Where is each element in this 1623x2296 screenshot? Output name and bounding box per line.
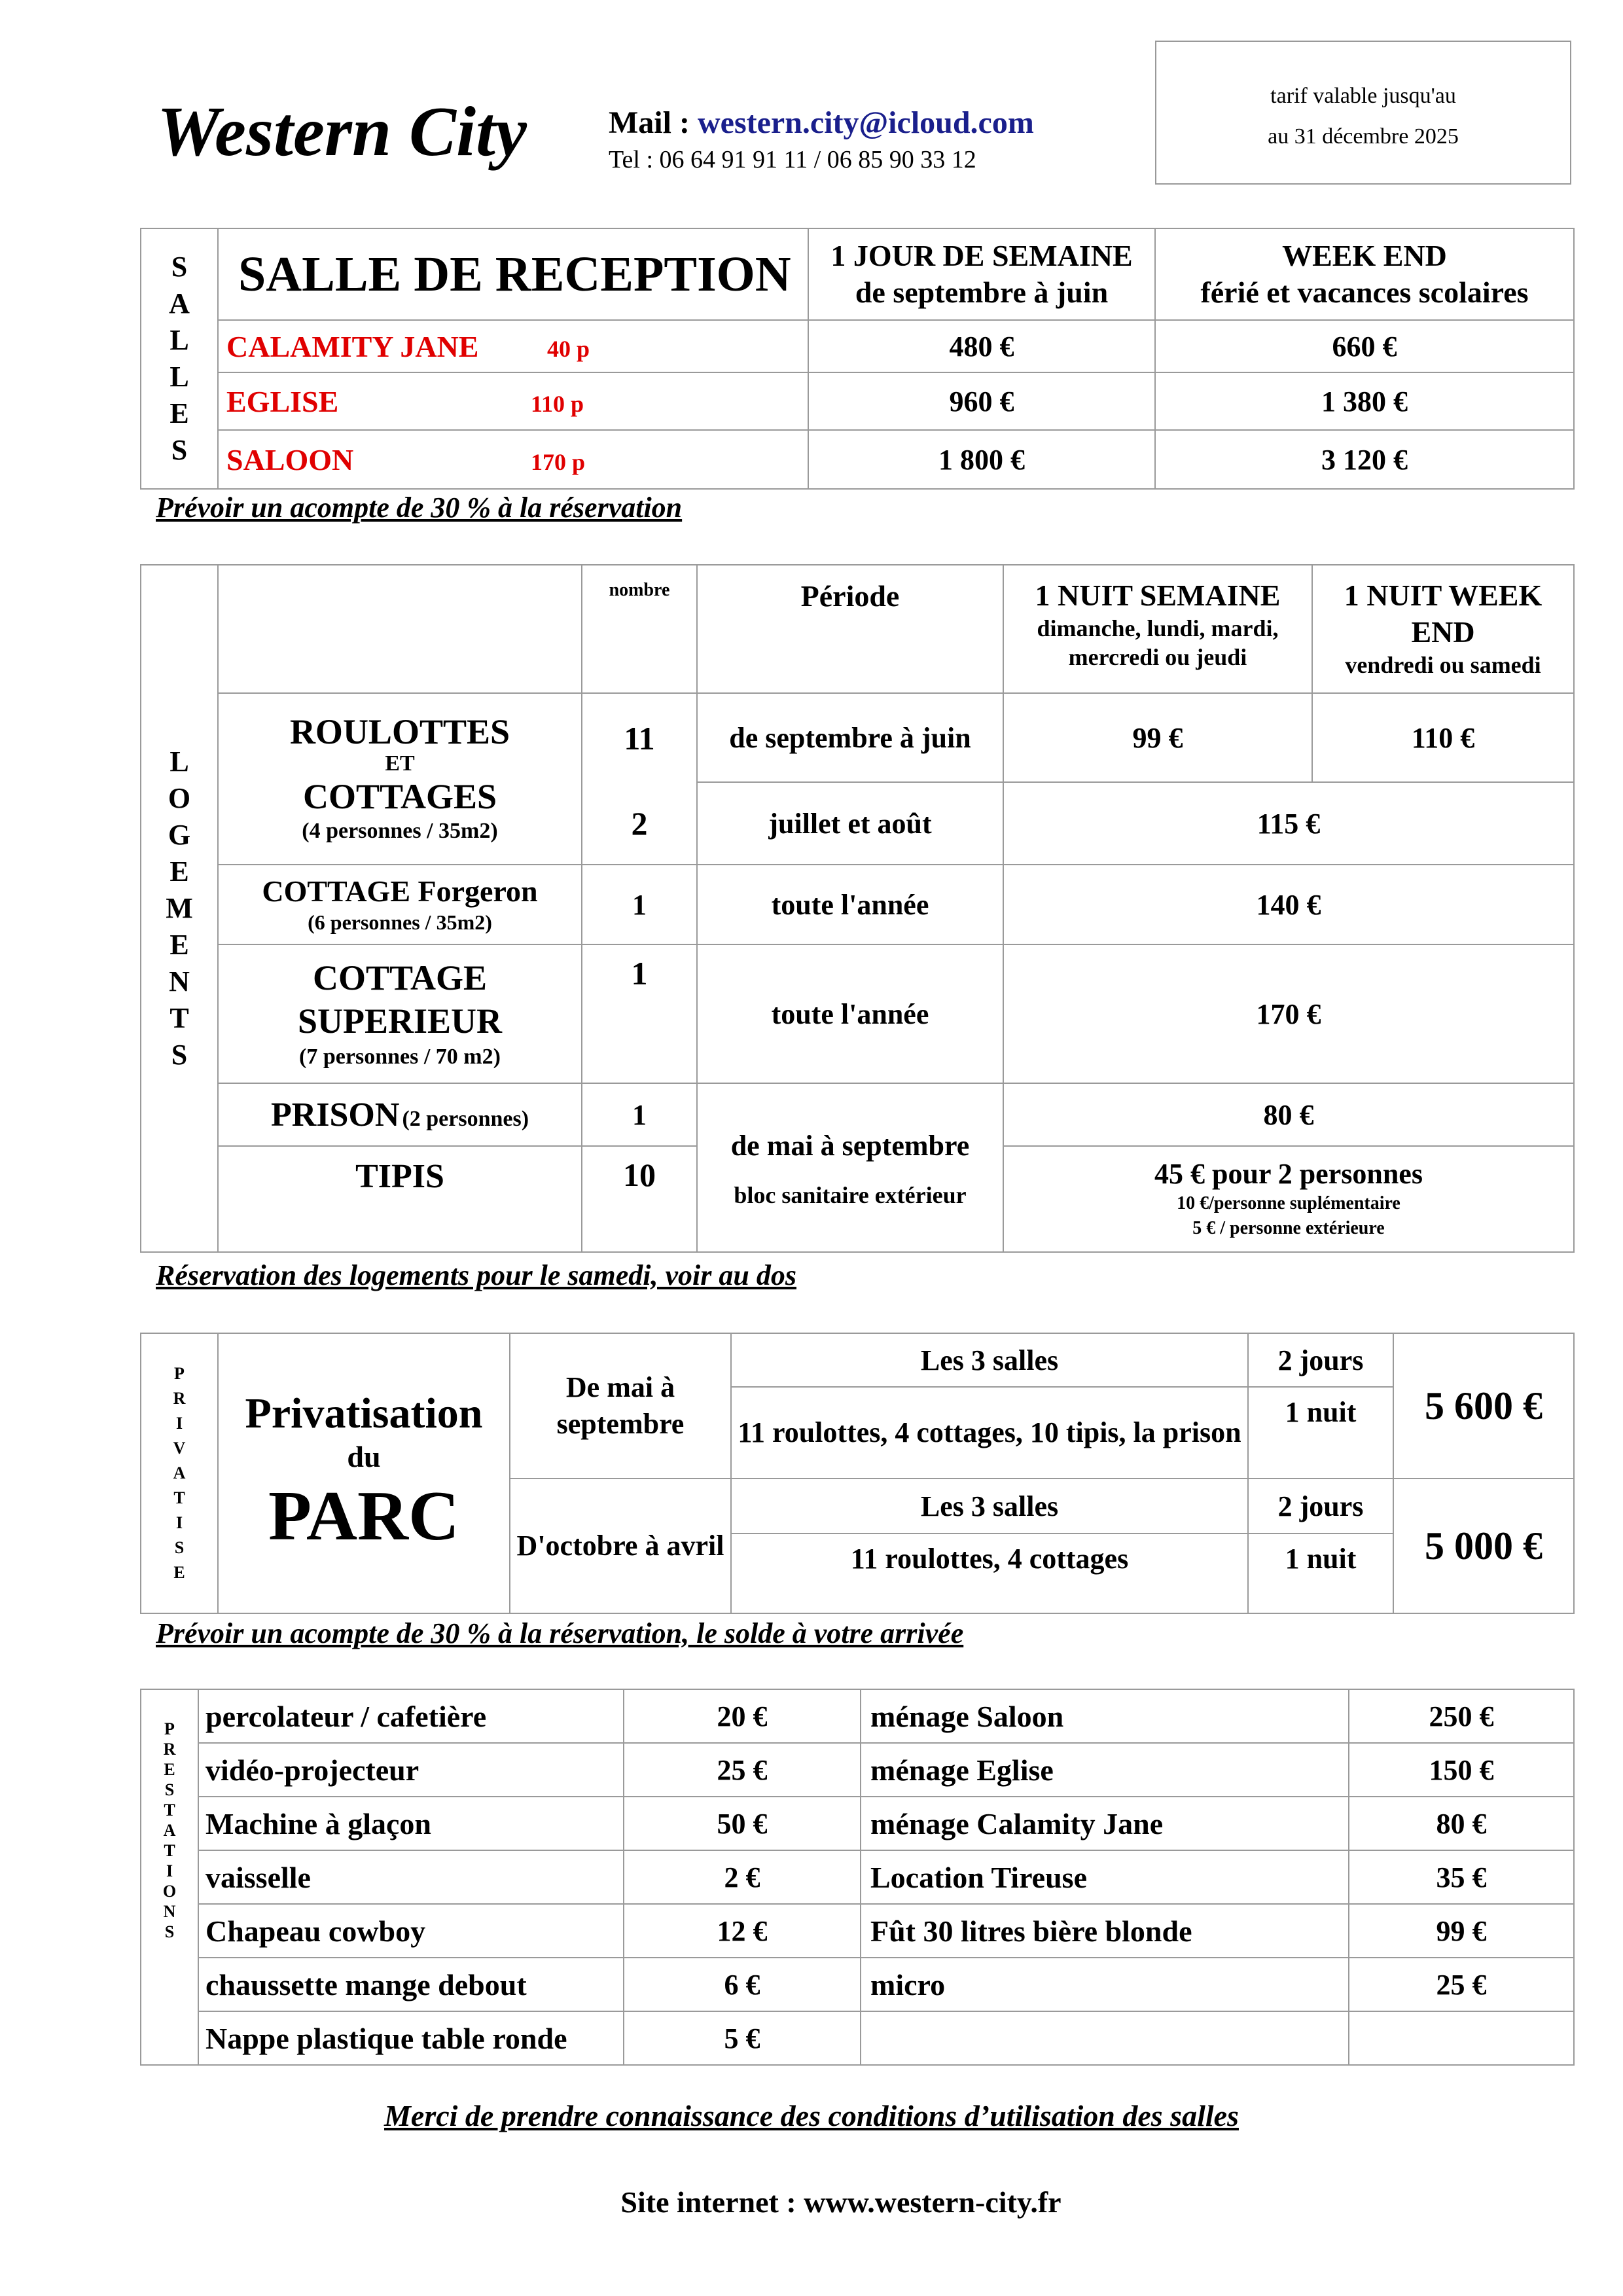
vertical-letter: G <box>168 819 191 851</box>
vertical-letter: N <box>163 1902 176 1921</box>
logements-note: Réservation des logements pour le samedi, voir au dos <box>156 1259 796 1291</box>
prestation-label: Location Tireuse <box>861 1850 1349 1904</box>
vertical-letter: O <box>162 1882 177 1901</box>
tarif-line-1: tarif valable jusqu'au <box>1270 84 1456 108</box>
count-tipis: 10 <box>582 1146 697 1252</box>
prestation-label <box>861 2011 1349 2065</box>
roulottes-label: ROULOTTES <box>289 712 510 751</box>
brand-title: Western City <box>157 93 527 171</box>
prison-sub: (2 personnes) <box>402 1106 529 1131</box>
period-mai-sept: De mai à septembre <box>510 1333 731 1479</box>
tipis-price: 45 € pour 2 personnes <box>1154 1158 1423 1190</box>
prison-cell <box>218 1083 582 1146</box>
vertical-letter: L <box>169 324 189 356</box>
salles-note: Prévoir un acompte de 30 % à la réservation <box>156 492 683 524</box>
prestation-label: ménage Saloon <box>861 1689 1349 1743</box>
vertical-letter: T <box>169 1002 189 1034</box>
prestation-label: ménage Eglise <box>861 1743 1349 1797</box>
logements-table <box>140 564 1575 1253</box>
vertical-letter: S <box>174 1538 185 1557</box>
periode-annee-forgeron: toute l'année <box>697 865 1003 944</box>
mail-line <box>609 105 1034 141</box>
prestation-label: percolateur / cafetière <box>198 1689 624 1743</box>
superieur-label-1: COTTAGE <box>312 958 488 997</box>
salles-table <box>140 228 1575 490</box>
prestation-price: 5 € <box>624 2011 861 2065</box>
salle-row <box>218 430 808 489</box>
prestation-price: 80 € <box>1349 1797 1574 1850</box>
vertical-letter: I <box>175 1513 183 1532</box>
salle-price-semaine: 480 € <box>808 320 1155 372</box>
salle-row <box>218 320 808 372</box>
salles-header-semaine <box>808 228 1155 320</box>
vertical-letter: V <box>173 1439 186 1458</box>
prestation-label: vidéo-projecteur <box>198 1743 624 1797</box>
prestation-label: Nappe plastique table ronde <box>198 2011 624 2065</box>
superieur-sub: (7 personnes / 70 m2) <box>299 1045 501 1069</box>
salles-header-weekend-l2: férié et vacances scolaires <box>1200 276 1529 309</box>
forgeron-cell <box>218 865 582 944</box>
salle-capacity: 110 p <box>531 390 584 417</box>
vertical-letter: I <box>166 1861 173 1880</box>
logements-header-empty <box>218 565 582 693</box>
count-prison: 1 <box>582 1083 697 1146</box>
count-cottages: 2 <box>582 782 697 865</box>
phone-numbers: Tel : 06 64 91 91 11 / 06 85 90 33 12 <box>609 146 976 173</box>
periode-annee-superieur: toute l'année <box>697 944 1003 1083</box>
privatisation-title-3: PARC <box>268 1477 459 1555</box>
vertical-letter: P <box>164 1719 175 1738</box>
offer1-logements-duree: 1 nuit <box>1248 1387 1393 1479</box>
tarif-line-2: au 31 décembre 2025 <box>1268 124 1459 149</box>
tarif-validity-box <box>1155 41 1571 185</box>
prestation-price: 12 € <box>624 1904 861 1958</box>
periode-juillet-aout: juillet et août <box>697 782 1003 865</box>
count-roulottes: 11 <box>582 693 697 782</box>
tipis-extra-1: 10 €/personne suplémentaire <box>1177 1193 1400 1213</box>
header-nombre: nombre <box>582 565 697 693</box>
price-semaine-roulottes: 99 € <box>1003 693 1312 782</box>
cottages-sub: (4 personnes / 35m2) <box>302 819 498 843</box>
tipis-extra-2: 5 € / personne extérieure <box>1192 1218 1385 1238</box>
prestations-table <box>140 1689 1575 2066</box>
header-nuit-semaine-days: dimanche, lundi, mardi, mercredi ou jeudi <box>1037 615 1279 670</box>
period-oct-avril: D'octobre à avril <box>510 1479 731 1613</box>
website-link[interactable]: Site internet : www.western-city.fr <box>620 2185 1061 2219</box>
offer2-logements: 11 roulottes, 4 cottages <box>731 1534 1248 1613</box>
vertical-letter: S <box>171 1039 188 1071</box>
prestation-price: 2 € <box>624 1850 861 1904</box>
salle-capacity: 170 p <box>531 448 586 475</box>
conditions-note: Merci de prendre connaissance des conditions d’utilisation des salles <box>384 2099 1239 2132</box>
salle-name: SALOON <box>226 442 354 476</box>
vertical-letter: E <box>169 397 189 429</box>
salles-header-weekend <box>1155 228 1574 320</box>
forgeron-label: COTTAGE Forgeron <box>262 874 538 908</box>
offer2-salles: Les 3 salles <box>731 1479 1248 1534</box>
vertical-letter: A <box>163 1821 176 1840</box>
et-label: ET <box>385 751 415 776</box>
vertical-letter: R <box>173 1389 186 1408</box>
prestation-price: 25 € <box>624 1743 861 1797</box>
vertical-letter: E <box>169 929 189 961</box>
offer1-price: 5 600 € <box>1393 1333 1574 1479</box>
vertical-letter: T <box>164 1841 175 1860</box>
salles-header-semaine-l2: de septembre à juin <box>855 276 1109 309</box>
salles-vertical-label <box>141 228 218 489</box>
salle-name: CALAMITY JANE <box>226 329 479 363</box>
offer2-logements-duree: 1 nuit <box>1248 1534 1393 1613</box>
cottages-label: COTTAGES <box>302 777 497 816</box>
offer1-salles-duree: 2 jours <box>1248 1333 1393 1387</box>
privatise-vertical-label <box>141 1333 218 1613</box>
salle-price-weekend: 660 € <box>1155 320 1574 372</box>
salle-row <box>218 372 808 430</box>
periode-sept-juin: de septembre à juin <box>697 693 1003 782</box>
vertical-letter: P <box>174 1364 185 1383</box>
tipis-price-cell <box>1003 1146 1574 1252</box>
vertical-letter: L <box>169 745 189 778</box>
prestation-label: Fût 30 litres bière blonde <box>861 1904 1349 1958</box>
prestation-price: 25 € <box>1349 1958 1574 2011</box>
prestation-label: Machine à glaçon <box>198 1797 624 1850</box>
offer2-price: 5 000 € <box>1393 1479 1574 1613</box>
price-superieur: 170 € <box>1003 944 1574 1083</box>
privatisation-note: Prévoir un acompte de 30 % à la réservation, le solde à votre arrivée <box>156 1617 964 1649</box>
tipis-label: TIPIS <box>218 1146 582 1252</box>
vertical-letter: E <box>169 855 189 888</box>
prestation-price: 35 € <box>1349 1850 1574 1904</box>
vertical-letter: N <box>169 965 190 997</box>
header-periode: Période <box>697 565 1003 693</box>
prestation-label: chaussette mange debout <box>198 1958 624 2011</box>
count-forgeron: 1 <box>582 865 697 944</box>
prestation-label: ménage Calamity Jane <box>861 1797 1349 1850</box>
offer1-salles: Les 3 salles <box>731 1333 1248 1387</box>
logements-vertical-label <box>141 565 218 1252</box>
offer2-salles-duree: 2 jours <box>1248 1479 1393 1534</box>
price-prison: 80 € <box>1003 1083 1574 1146</box>
price-forgeron: 140 € <box>1003 865 1574 944</box>
vertical-letter: I <box>175 1414 183 1433</box>
header-nuit-semaine-title: 1 NUIT SEMAINE <box>1035 579 1281 612</box>
salles-title: SALLE DE RECEPTION <box>218 228 808 320</box>
bloc-sanitaire: bloc sanitaire extérieur <box>734 1182 967 1208</box>
prestation-label: vaisselle <box>198 1850 624 1904</box>
vertical-letter: S <box>171 434 188 466</box>
salle-capacity: 40 p <box>547 335 590 362</box>
vertical-letter: M <box>166 892 193 924</box>
vertical-letter: S <box>164 1922 175 1941</box>
offer1-logements: 11 roulottes, 4 cottages, 10 tipis, la prison <box>731 1387 1248 1479</box>
prestation-price <box>1349 2011 1574 2065</box>
prestation-price: 6 € <box>624 1958 861 2011</box>
salle-price-weekend: 3 120 € <box>1155 430 1574 489</box>
vertical-letter: E <box>173 1563 185 1582</box>
mail-label: Mail : <box>609 105 698 140</box>
vertical-letter: R <box>163 1740 176 1759</box>
salle-name: EGLISE <box>226 384 339 418</box>
header-nuit-semaine <box>1003 565 1312 693</box>
count-superieur: 1 <box>582 944 697 1083</box>
superieur-label-2: SUPERIEUR <box>297 1001 503 1041</box>
prestations-vertical-label <box>141 1689 198 2065</box>
vertical-letter: S <box>171 251 188 283</box>
privatisation-title-cell <box>218 1333 510 1613</box>
salles-header-weekend-l1: WEEK END <box>1282 239 1447 272</box>
privatisation-title-1: Privatisation <box>245 1390 483 1437</box>
prestation-price: 150 € <box>1349 1743 1574 1797</box>
salle-price-weekend: 1 380 € <box>1155 372 1574 430</box>
periode-mai-sept-cell <box>697 1083 1003 1252</box>
salles-header-semaine-l1: 1 JOUR DE SEMAINE <box>830 239 1133 272</box>
vertical-letter: A <box>173 1463 186 1482</box>
vertical-letter: A <box>169 287 190 319</box>
mail-link[interactable]: western.city@icloud.com <box>697 105 1034 140</box>
prestation-label: Chapeau cowboy <box>198 1904 624 1958</box>
forgeron-sub: (6 personnes / 35m2) <box>308 910 492 934</box>
header-nuit-weekend-days: vendredi ou samedi <box>1345 652 1541 678</box>
salle-price-semaine: 1 800 € <box>808 430 1155 489</box>
vertical-letter: S <box>164 1780 175 1799</box>
privatisation-table <box>140 1333 1575 1614</box>
price-weekend-roulottes: 110 € <box>1312 693 1574 782</box>
salle-price-semaine: 960 € <box>808 372 1155 430</box>
vertical-letter: L <box>169 361 189 393</box>
price-juillet-aout: 115 € <box>1003 782 1574 865</box>
prison-label: PRISON <box>270 1096 400 1134</box>
prestation-price: 20 € <box>624 1689 861 1743</box>
header-nuit-weekend <box>1312 565 1574 693</box>
superieur-cell <box>218 944 582 1083</box>
vertical-letter: O <box>168 782 191 814</box>
prestation-price: 50 € <box>624 1797 861 1850</box>
roulottes-cottages-cell <box>218 693 582 865</box>
vertical-letter: E <box>164 1760 175 1779</box>
prestation-price: 99 € <box>1349 1904 1574 1958</box>
periode-mai-sept: de mai à septembre <box>730 1130 970 1162</box>
privatisation-title-2: du <box>347 1440 381 1473</box>
prestation-label: micro <box>861 1958 1349 2011</box>
vertical-letter: T <box>164 1801 175 1820</box>
header-nuit-weekend-title: 1 NUIT WEEK END <box>1344 579 1543 649</box>
prestation-price: 250 € <box>1349 1689 1574 1743</box>
vertical-letter: T <box>173 1488 185 1507</box>
